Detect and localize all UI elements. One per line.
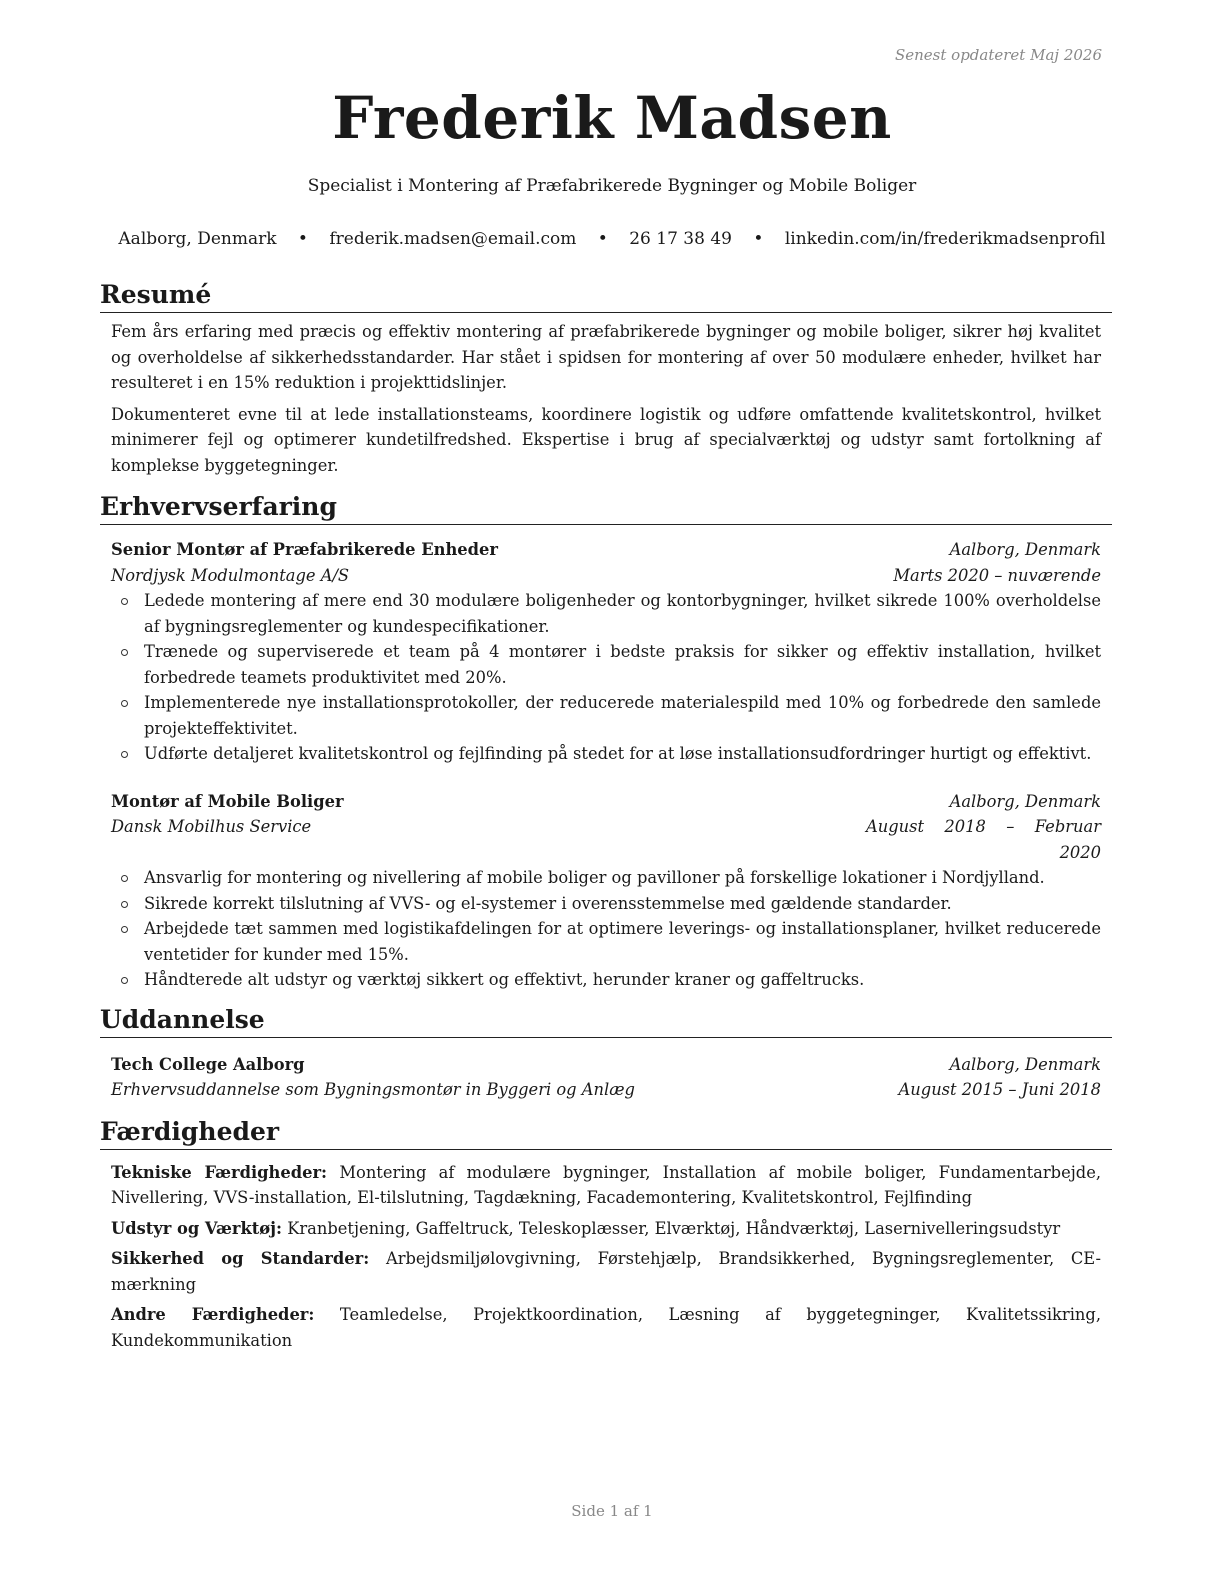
skill-group-text: Arbejdsmiljølovgivning, Førstehjælp, Brandsikkerhed, Bygningsreglementer, CE-mærkning (111, 1249, 1101, 1294)
job-bullet: Håndterede alt udstyr og værktøj sikkert og effektivt, herunder kraner og gaffeltrucks. (111, 967, 1101, 993)
education-school: Tech College Aalborg (111, 1054, 305, 1074)
job-location: Aalborg, Denmark (949, 540, 1101, 559)
skill-group-text: Montering af modulære bygninger, Installation af mobile boliger, Fundamentarbejde, Nivellering, VVS-installation, El-tilslutning, Tagdækning, Facademontering, Kvalitetskontrol, Fejlfinding (111, 1162, 1102, 1207)
job-company: Dansk Mobilhus Service (111, 817, 312, 836)
contact-phone: 26 17 38 49 (629, 229, 732, 249)
summary-section (100, 278, 1112, 478)
skill-group (111, 1160, 1101, 1211)
separator-dot: • (597, 229, 608, 249)
education-section (100, 1003, 1112, 1103)
education-location: Aalborg, Denmark (949, 1054, 1101, 1074)
job-bullet: Arbejdede tæt sammen med logistikafdelingen for at optimere leverings- og installationsplaner, hvilket reducerede ventetider for kunder med 15%. (111, 916, 1101, 967)
job-role: Montør af Mobile Boliger (111, 791, 344, 811)
job-bullet: Ledede montering af mere end 30 modulære boligenheder og kontorbygninger, hvilket sikrede 100% overholdelse af bygningsreglementer og kundespecifikationer. (111, 588, 1101, 639)
section-title-skills: Færdigheder (100, 1115, 1112, 1150)
skills-section (100, 1115, 1112, 1354)
job-location: Aalborg, Denmark (949, 791, 1101, 811)
job-dates: Marts 2020 – nuværende (893, 565, 1101, 585)
job-entry (111, 537, 1101, 767)
job-bullet: Trænede og superviserede et team på 4 montører i bedste praksis for sikker og effektiv installation, hvilket forbedrede teamets produktivitet med 20%. (111, 639, 1101, 690)
contact-email[interactable]: frederik.madsen@email.com (329, 229, 577, 249)
job-bullets (111, 588, 1101, 767)
job-company: Nordjysk Modulmontage A/S (111, 565, 350, 585)
skill-group-text: Teamledelse, Projektkoordination, Læsning af byggetegninger, Kvalitetssikring, Kundekommunikation (111, 1305, 1101, 1350)
job-entry (111, 789, 1101, 993)
separator-dot: • (753, 229, 764, 249)
job-role: Senior Montør af Præfabrikerede Enheder (111, 540, 498, 559)
skill-group-label: Andre Færdigheder: (111, 1305, 315, 1324)
candidate-name: Frederik Madsen (332, 84, 892, 152)
skill-group-label: Sikkerhed og Standarder: (111, 1249, 370, 1268)
skill-group (111, 1246, 1101, 1297)
candidate-subtitle: Specialist i Montering af Præfabrikerede Bygninger og Mobile Boliger (307, 176, 917, 196)
skill-group (111, 1302, 1101, 1353)
contact-location: Aalborg, Denmark (118, 229, 277, 249)
experience-section (100, 490, 1112, 993)
last-updated: Senest opdateret Maj 2026 (894, 46, 1102, 64)
education-dates: August 2015 – Juni 2018 (898, 1080, 1101, 1099)
job-bullets (111, 865, 1101, 993)
separator-dot: • (297, 229, 308, 249)
section-title-summary: Resumé (100, 278, 1112, 313)
job-bullet: Udførte detaljeret kvalitetskontrol og fejlfinding på stedet for at løse installationsudfordringer hurtigt og effektivt. (111, 741, 1101, 767)
summary-paragraph: Fem års erfaring med præcis og effektiv montering af præfabrikerede bygninger og mobile boliger, sikrer høj kvalitet og overholdelse af sikkerhedsstandarder. Har stået i spidsen for montering af over 50 modulære enheder, hvilket har resulteret i en 15% reduktion i projekttidslinjer. (111, 322, 1101, 392)
section-title-experience: Erhvervserfaring (100, 490, 1112, 525)
skill-group-label: Tekniske Færdigheder: (111, 1162, 328, 1182)
skill-group (111, 1216, 1101, 1242)
skill-group-label: Udstyr og Værktøj: (111, 1218, 283, 1238)
section-title-education: Uddannelse (100, 1003, 1112, 1038)
job-dates: August 2018 – Februar 2020 (866, 817, 1101, 862)
resume-body (100, 278, 1112, 1353)
contact-line (0, 229, 1224, 249)
summary-paragraph: Dokumenteret evne til at lede installationsteams, koordinere logistik og udføre omfattende kvalitetskontrol, hvilket minimerer fejl og optimerer kundetilfredshed. Ekspertise i brug af specialværktøj og udstyr samt fortolkning af komplekse byggetegninger. (111, 404, 1101, 475)
job-bullet: Ansvarlig for montering og nivellering af mobile boliger og pavilloner på forskellige lokationer i Nordjylland. (111, 865, 1101, 891)
job-bullet: Implementerede nye installationsprotokoller, der reducerede materialespild med 10% og forbedrede den samlede projekteffektivitet. (111, 690, 1101, 741)
education-degree: Erhvervsuddannelse som Bygningsmontør in Byggeri og Anlæg (111, 1080, 635, 1099)
page-number: Side 1 af 1 (571, 1502, 653, 1520)
job-bullet: Sikrede korrekt tilslutning af VVS- og el-systemer i overensstemmelse med gældende standarder. (111, 891, 1101, 917)
skill-group-text: Kranbetjening, Gaffeltruck, Teleskoplæsser, Elværktøj, Håndværktøj, Lasernivelleringsudstyr (287, 1218, 1061, 1238)
contact-linkedin[interactable]: linkedin.com/in/frederikmadsenprofil (784, 229, 1106, 249)
